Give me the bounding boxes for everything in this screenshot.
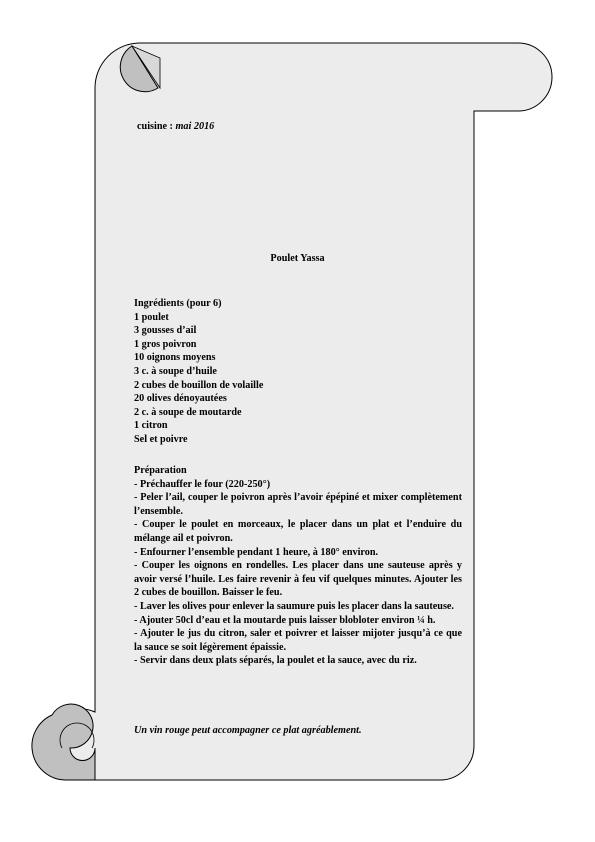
header-prefix: cuisine : — [137, 121, 176, 132]
ingredient-item: 3 c. à soupe d’huile — [134, 365, 217, 377]
ingredient-item: 2 c. à soupe de moutarde — [134, 406, 242, 418]
wine-note: Un vin rouge peut accompagner ce plat agréablement. — [134, 725, 362, 736]
preparation-step: - Peler l’ail, couper le poivron après l’avoir épépiné et mixer complètement l’ensemble. — [134, 492, 462, 517]
preparation-step: - Servir dans deux plats séparés, la poulet et la sauce, avec du riz. — [134, 655, 417, 667]
ingredients-section — [134, 297, 464, 447]
preparation-step: - Couper les oignons en rondelles. Les placer dans une sauteuse après y avoir versé l’huile. Les faire revenir à feu vif quelques minutes. Ajouter les 2 cubes de bouillon. Baisser le feu. — [134, 560, 462, 599]
ingredient-item: 2 cubes de bouillon de volaille — [134, 379, 264, 391]
ingredient-item: 20 olives dénoyautées — [134, 393, 227, 405]
preparation-section — [134, 464, 462, 668]
ingredient-item: 1 citron — [134, 420, 168, 432]
preparation-step: - Préchauffer le four (220-250°) — [134, 478, 271, 490]
ingredient-item: Sel et poivre — [134, 433, 188, 445]
ingredient-item: 1 poulet — [134, 311, 169, 323]
preparation-step: - Enfourner l’ensemble pendant 1 heure, à 180° environ. — [134, 546, 379, 558]
preparation-step: - Laver les olives pour enlever la saumure puis les placer dans la sauteuse. — [134, 600, 454, 612]
header-line — [137, 120, 214, 134]
preparation-heading: Préparation — [134, 465, 187, 476]
ingredients-heading: Ingrédients (pour 6) — [134, 298, 222, 309]
ingredient-item: 10 oignons moyens — [134, 352, 216, 364]
bottom-curl — [32, 704, 95, 780]
preparation-step: - Ajouter 50cl d’eau et la moutarde puis laisser blobloter environ ¼ h. — [134, 614, 436, 626]
recipe-title: Poulet Yassa — [270, 253, 325, 264]
ingredient-item: 1 gros poivron — [134, 338, 197, 350]
preparation-step: - Couper le poulet en morceaux, le placer dans un plat et l’enduire du mélange ail et poivron. — [134, 519, 462, 544]
header-date: mai 2016 — [175, 121, 215, 132]
preparation-step: - Ajouter le jus du citron, saler et poivrer et laisser mijoter jusqu’à ce que la sauce se soit légèrement épaissie. — [134, 628, 462, 653]
ingredient-item: 3 gousses d’ail — [134, 325, 197, 337]
